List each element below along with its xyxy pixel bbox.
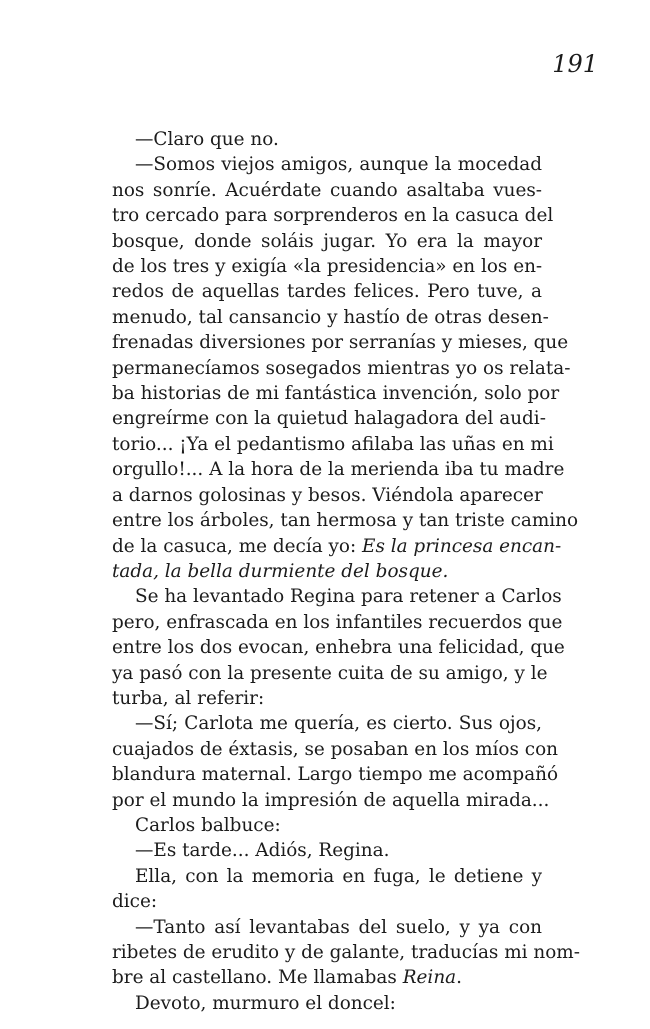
text-line: —Es tarde... Adiós, Regina. (135, 840, 390, 862)
text-line: entre los dos evocan, enhebra una felicidad, que (112, 637, 565, 659)
text-line: —Sí; Carlota me quería, es cierto. Sus ojos, (135, 713, 542, 735)
text-line: cuajados de éxtasis, se posaban en los míos con (112, 738, 559, 760)
text-line: torio... ¡Ya el pedantismo afilaba las uñas en mi (112, 433, 554, 455)
text-line: orgullo!... A la hora de la merienda iba tu madre (112, 459, 565, 481)
text-line: por el mundo la impresión de aquella mirada... (112, 789, 550, 811)
text-line: frenadas diversiones por serranías y mieses, que (112, 332, 569, 354)
text-line: dice: (112, 891, 158, 913)
italic-text: Es la princesa encan- (362, 535, 562, 557)
text-line: bosque, donde soláis jugar. Yo era la mayor (112, 230, 542, 252)
text-line: Ella, con la memoria en fuga, le detiene y (135, 865, 542, 887)
body-text (112, 127, 580, 1016)
text-segment: . (456, 967, 462, 989)
paragraph (112, 864, 542, 915)
italic-text: tada, la bella durmiente del bosque. (112, 560, 449, 582)
paragraph (112, 813, 542, 838)
text-line: —Tanto así levantabas del suelo, y ya con (135, 916, 542, 938)
text-line: Devoto, murmuro el doncel: (135, 992, 396, 1014)
text-line: tro cercado para sorprenderos en la casuca del (112, 205, 554, 227)
italic-line (112, 559, 542, 584)
italic-text: Reina (402, 967, 457, 989)
text-line-mixed (112, 965, 542, 990)
paragraph (112, 915, 580, 991)
page-number: 191 (552, 50, 598, 78)
text-line-mixed (112, 534, 562, 559)
text-segment: bre al castellano. Me llamabas (112, 967, 397, 989)
text-line: pero, enfrascada en los infantiles recuerdos que (112, 611, 563, 633)
text-line: engreírme con la quietud halagadora del audi- (112, 408, 546, 430)
text-line: entre los árboles, tan hermosa y tan triste camino (112, 510, 579, 532)
paragraph (112, 991, 542, 1016)
text-line: a darnos golosinas y besos. Viéndola aparecer (112, 484, 543, 506)
text-line: ya pasó con la presente cuita de su amigo, y le (112, 662, 548, 684)
text-line: ba historias de mi fantástica invención, solo por (112, 383, 560, 405)
text-segment: de la casuca, me decía yo: (112, 535, 357, 557)
text-line: nos sonríe. Acuérdate cuando asaltaba vues- (112, 179, 542, 201)
text-line: —Somos viejos amigos, aunque la mocedad (135, 154, 542, 176)
paragraph (112, 711, 559, 813)
text-line: Se ha levantado Regina para retener a Carlos (135, 586, 562, 608)
paragraph (112, 127, 542, 152)
text-line: —Claro que no. (135, 129, 279, 150)
paragraph (112, 584, 565, 711)
text-line: redos de aquellas tardes felices. Pero tuve, a (112, 281, 542, 303)
text-line: blandura maternal. Largo tiempo me acompañó (112, 764, 559, 786)
text-line: de los tres y exigía «la presidencia» en los en- (112, 256, 543, 278)
text-line: menudo, tal cansancio y hastío de otras desen- (112, 306, 549, 328)
text-line: turba, al referir: (112, 687, 265, 709)
text-line: Carlos balbuce: (135, 814, 281, 836)
paragraph (112, 152, 579, 584)
text-line: ribetes de erudito y de galante, traducías mi nom- (112, 942, 580, 963)
paragraph (112, 838, 542, 863)
text-line: permanecíamos sosegados mientras yo os relata- (112, 357, 571, 379)
